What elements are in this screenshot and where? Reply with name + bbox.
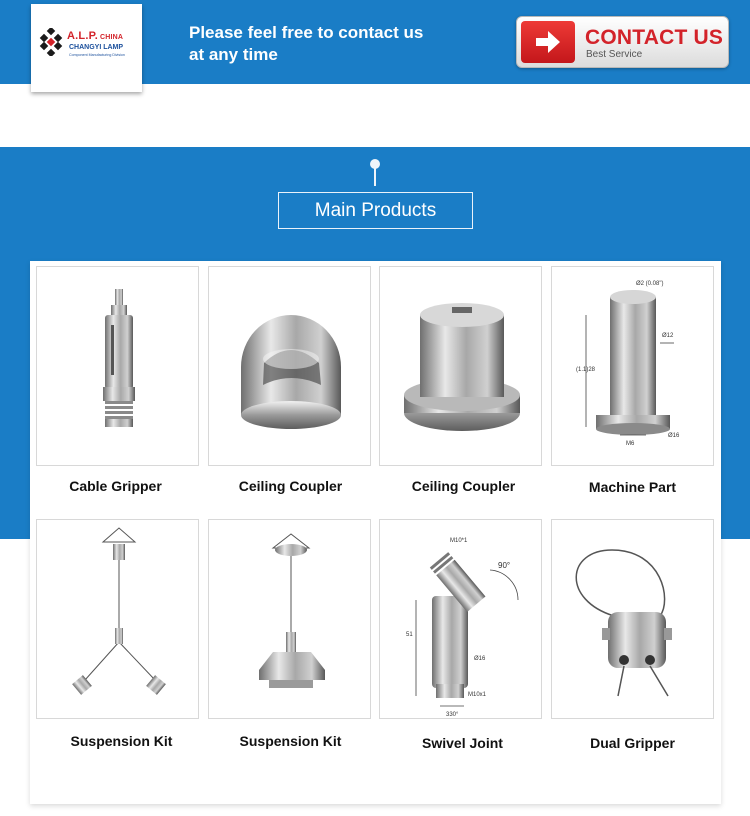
product-label[interactable]: Suspension Kit (70, 733, 173, 749)
product-image (36, 519, 199, 719)
svg-text:90°: 90° (498, 561, 511, 570)
cable-gripper-image (37, 267, 199, 466)
contact-icon-box (521, 21, 575, 63)
svg-text:M10x1: M10x1 (468, 692, 487, 698)
product-label[interactable]: Machine Part (588, 479, 677, 495)
svg-text:Ø16: Ø16 (474, 656, 486, 662)
contact-tagline (189, 22, 479, 66)
product-label[interactable]: Suspension Kit (239, 733, 342, 749)
svg-text:M10*1: M10*1 (450, 538, 468, 544)
swivel-joint-drawing-image (380, 520, 542, 719)
product-card-ceiling-coupler-flange[interactable] (379, 266, 542, 466)
product-image (551, 519, 714, 719)
product-card-swivel-joint[interactable] (379, 519, 542, 719)
contact-us-button[interactable] (516, 16, 729, 68)
product-card-dual-gripper[interactable] (551, 519, 714, 719)
product-card-machine-part[interactable] (551, 266, 714, 466)
svg-text:Ø2 (0.08"): Ø2 (0.08") (636, 281, 664, 287)
product-label[interactable]: Ceiling Coupler (238, 478, 343, 494)
tagline-line-1: Please feel free to contact us (189, 23, 424, 42)
product-image (551, 266, 714, 466)
product-label[interactable]: Swivel Joint (422, 735, 503, 751)
dual-gripper-image (552, 520, 714, 719)
svg-text:51: 51 (406, 632, 413, 638)
contact-us-subtitle: Best Service (586, 49, 643, 60)
logo-brand: A.L.P. CHINA (67, 30, 124, 42)
suspension-kit-clip-image (209, 520, 371, 719)
logo-division: Component Manufacturing Division (69, 53, 125, 57)
product-image (208, 266, 371, 466)
suspension-kit-y-image (37, 520, 199, 719)
contact-us-title: CONTACT US (585, 26, 724, 49)
logo-company-name: CHANGYI LAMP (69, 44, 124, 51)
svg-text:M6: M6 (626, 441, 635, 447)
product-image (36, 266, 199, 466)
product-card-ceiling-coupler-dome[interactable] (208, 266, 371, 466)
company-logo[interactable] (31, 4, 142, 92)
svg-text:Ø16: Ø16 (668, 433, 680, 439)
arrow-right-icon (534, 28, 562, 56)
ceiling-coupler-dome-image (209, 267, 371, 466)
machine-part-drawing-image (552, 267, 714, 466)
product-image (379, 519, 542, 719)
product-card-suspension-kit-y[interactable] (36, 519, 199, 719)
product-label[interactable]: Ceiling Coupler (411, 478, 516, 494)
product-image (208, 519, 371, 719)
product-card-cable-gripper[interactable] (36, 266, 199, 466)
svg-text:(1.1)28: (1.1)28 (576, 367, 596, 373)
ceiling-coupler-flange-image (380, 267, 542, 466)
section-title: Main Products (278, 192, 473, 229)
svg-text:Ø12: Ø12 (662, 333, 674, 339)
product-label[interactable]: Cable Gripper (69, 478, 162, 494)
pin-line (374, 168, 376, 186)
diamond-grid-logo-icon (37, 28, 65, 56)
product-label[interactable]: Dual Gripper (590, 735, 675, 751)
product-card-suspension-kit-clip[interactable] (208, 519, 371, 719)
tagline-line-2: at any time (189, 45, 278, 64)
svg-text:330°: 330° (446, 712, 459, 718)
product-image (379, 266, 542, 466)
